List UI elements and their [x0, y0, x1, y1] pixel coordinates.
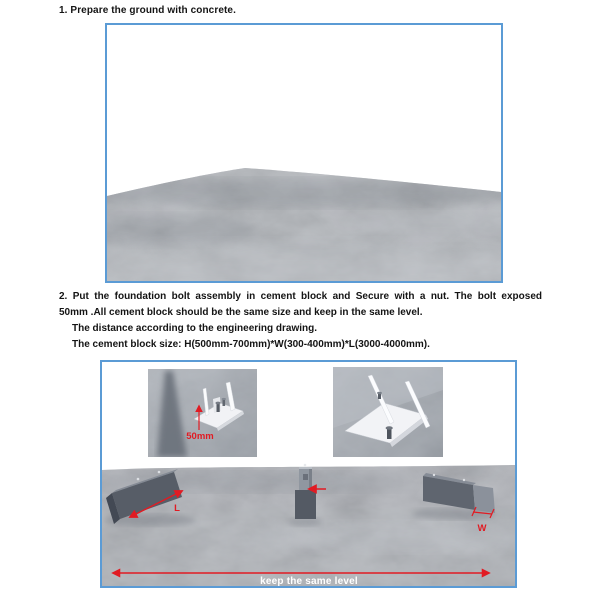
step-2-line-4: The cement block size: H(500mm-700mm)*W(300-400mm)*L(3000-4000mm). [72, 339, 430, 350]
anchor-bolt-dot [433, 474, 435, 476]
inset-bolt-assembly-closeup-right [333, 367, 443, 457]
step-2-line-1: 2. Put the foundation bolt assembly in cement block and Secure with a nut. The bolt exposed [59, 291, 542, 302]
concrete-ground-illustration [107, 25, 501, 281]
figure-cement-blocks [100, 360, 517, 588]
step-2-line-2: 50mm .All cement block should be the same size and keep in the same level. [59, 307, 423, 318]
cement-block-illustration [102, 362, 515, 586]
anchor-bolt-dot [463, 479, 465, 481]
anchor-bolt-dot [158, 471, 161, 474]
label-keep-same-level: keep the same level [260, 576, 358, 586]
figure-concrete-ground [105, 23, 503, 283]
step-2-line-3: The distance according to the engineering drawing. [72, 323, 318, 334]
anchor-bolt-dot [137, 478, 140, 481]
step-1-heading: 1. Prepare the ground with concrete. [59, 5, 236, 16]
step-2-text [59, 289, 542, 353]
label-width-W: W [477, 523, 487, 534]
inset-bolt-assembly-closeup-left [148, 369, 257, 457]
anchor-bolt-dot [304, 464, 307, 467]
label-50mm: 50mm [186, 431, 214, 442]
label-length-L: L [174, 503, 180, 514]
